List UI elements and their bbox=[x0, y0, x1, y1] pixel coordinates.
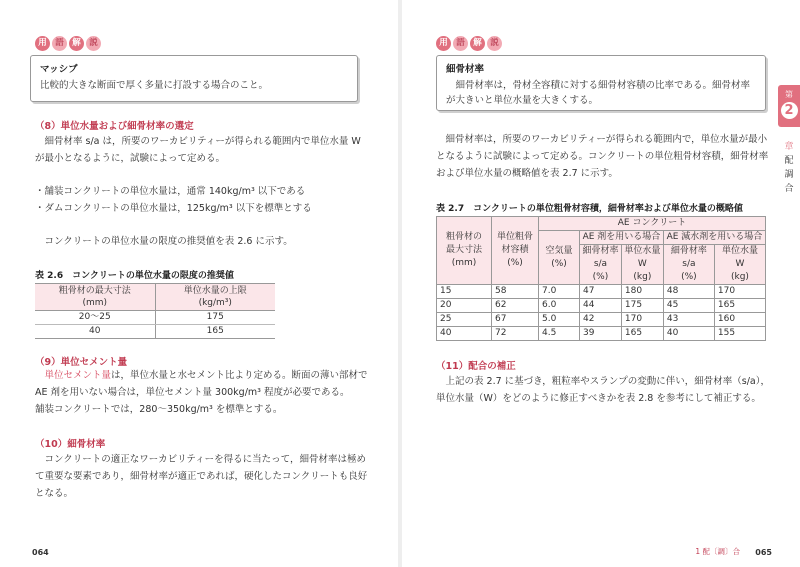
header-text: W bbox=[637, 259, 647, 269]
table-row bbox=[35, 311, 275, 325]
text-line: 上記の表 2.7 に基づき，粗粒率やスランプの変動に伴い，細骨材率（s/a）， bbox=[436, 376, 770, 387]
term-box-fine-aggregate-ratio bbox=[436, 55, 766, 111]
header-unit: (mm) bbox=[82, 298, 108, 308]
header-text: 単位粗骨 bbox=[496, 232, 533, 242]
table-row bbox=[437, 285, 766, 299]
header-text: W bbox=[735, 259, 745, 269]
table-cell: 40 bbox=[663, 327, 714, 341]
tag-char: 用 bbox=[436, 36, 451, 51]
table-cell: 165 bbox=[714, 299, 765, 313]
highlight-term: 単位セメント量 bbox=[44, 370, 112, 381]
table-row bbox=[437, 313, 766, 327]
header-text: (mm) bbox=[451, 258, 477, 268]
table-2-6-caption: 表 2.6 コンクリートの単位水量の限度の推奨値 bbox=[35, 271, 234, 281]
header-text: (%) bbox=[507, 258, 523, 268]
tag-char: 用 bbox=[35, 36, 50, 51]
header-text: s/a bbox=[682, 259, 696, 269]
term-box-massive bbox=[30, 55, 358, 102]
table-cell: 25 bbox=[437, 313, 492, 327]
table-cell: 39 bbox=[580, 327, 622, 341]
text-line: となるように試験によって定める。コンクリートの単位粗骨材容積，細骨材率 bbox=[436, 151, 769, 162]
term-definition bbox=[446, 78, 756, 108]
chapter-side-tab bbox=[778, 85, 800, 127]
header-text: 空気量 bbox=[545, 245, 573, 256]
header-text: (%) bbox=[681, 272, 697, 282]
text-line: 舗装コンクリートでは，280〜350kg/m³ を標準とする。 bbox=[35, 404, 283, 415]
table-header-cell bbox=[539, 231, 580, 285]
table-header-cell bbox=[155, 284, 275, 311]
table-row bbox=[437, 327, 766, 341]
table-header-cell bbox=[580, 245, 622, 285]
tag-char: 説 bbox=[86, 36, 101, 51]
glossary-tag bbox=[436, 36, 502, 51]
section-9-paragraph bbox=[35, 367, 380, 418]
header-text: 細骨材率 bbox=[582, 246, 619, 256]
page-number-left: 064 bbox=[32, 548, 49, 557]
text-line: 細骨材率は，骨材全容積に対する細骨材容積の比率である。細骨材率 bbox=[446, 80, 751, 91]
header-text: 単位水量 bbox=[624, 246, 661, 256]
chapter-side-title bbox=[781, 140, 797, 196]
table-header-cell: AE コンクリート bbox=[539, 217, 766, 231]
table-cell: 48 bbox=[663, 285, 714, 299]
table-cell: 165 bbox=[621, 327, 663, 341]
table-cell: 175 bbox=[621, 299, 663, 313]
chapter-number: 2 bbox=[781, 102, 798, 119]
table-cell: 44 bbox=[580, 299, 622, 313]
table-2-7 bbox=[436, 216, 766, 341]
table-cell: 72 bbox=[492, 327, 539, 341]
table-cell: 20〜25 bbox=[35, 311, 155, 325]
table-cell: 4.5 bbox=[539, 327, 580, 341]
table-cell: 42 bbox=[580, 313, 622, 327]
table-cell: 20 bbox=[437, 299, 492, 313]
section-8-heading: （8）単位水量および細骨材率の選定 bbox=[35, 121, 194, 132]
text-line: 単位水量（W）をどのように修正すべきかを表 2.8 を参考にして補正する。 bbox=[436, 393, 761, 404]
table-cell: 47 bbox=[580, 285, 622, 299]
table-cell: 170 bbox=[714, 285, 765, 299]
term-definition: 比較的大きな断面で厚く多量に打設する場合のこと。 bbox=[40, 80, 269, 91]
table-row bbox=[437, 299, 766, 313]
table-cell: 175 bbox=[155, 311, 275, 325]
side-char: 章 bbox=[784, 142, 794, 152]
header-text: 粗骨材の bbox=[445, 232, 482, 242]
section-8-bullets bbox=[35, 183, 380, 217]
bullet-item: ・舗装コンクリートの単位水量は，通常 140kg/m³ 以下である bbox=[35, 186, 306, 197]
text-line: が最小となるように，試験によって定める。 bbox=[35, 153, 226, 164]
table-cell: 5.0 bbox=[539, 313, 580, 327]
table-cell: 6.0 bbox=[539, 299, 580, 313]
table-cell: 40 bbox=[437, 327, 492, 341]
page-number-right: 065 bbox=[755, 548, 772, 557]
header-text: 粗骨材の最大寸法 bbox=[58, 286, 131, 296]
text-line: 細骨材率は，所要のワーカビリティーが得られる範囲内で，単位水量が最小 bbox=[436, 134, 768, 145]
side-char: 合 bbox=[784, 184, 794, 194]
text-line: て重要な要素であり，細骨材率が適正であれば，硬化したコンクリートも良好 bbox=[35, 471, 368, 482]
header-text: 単位水量の上限 bbox=[183, 286, 247, 296]
table-header-cell bbox=[663, 245, 714, 285]
header-text: 単位水量 bbox=[721, 246, 758, 256]
table-header-cell: AE 剤を用いる場合 bbox=[580, 231, 664, 245]
text-line: および単位水量の概略値を表 2.7 に示す。 bbox=[436, 168, 618, 179]
side-char: 配 bbox=[784, 156, 794, 166]
term-title: 細骨材率 bbox=[446, 64, 485, 75]
table-2-7-caption: 表 2.7 コンクリートの単位粗骨材容積，細骨材率および単位水量の概略値 bbox=[436, 204, 743, 214]
intro-paragraph bbox=[436, 131, 776, 182]
header-text: (%) bbox=[592, 272, 609, 282]
table-cell: 45 bbox=[663, 299, 714, 313]
table-cell: 15 bbox=[437, 285, 492, 299]
table-header-cell bbox=[492, 217, 539, 285]
text-line: コンクリートの適正なワーカビリティーを得るに当たって，細骨材率は極め bbox=[35, 454, 366, 465]
text-line: AE 剤を用いない場合は，単位セメント量 300kg/m³ 程度が必要である。 bbox=[35, 387, 350, 398]
table-cell: 40 bbox=[89, 326, 101, 336]
side-char: 調 bbox=[784, 170, 794, 180]
table-cell: 165 bbox=[155, 325, 275, 339]
term-title: マッシブ bbox=[40, 64, 78, 75]
bullet-item: ・ダムコンクリートの単位水量は，125kg/m³ 以下を標準とする bbox=[35, 203, 312, 214]
table-header-cell bbox=[714, 245, 765, 285]
table-cell: 58 bbox=[492, 285, 539, 299]
section-8-note: コンクリートの単位水量の限度の推奨値を表 2.6 に示す。 bbox=[35, 236, 293, 247]
glossary-tag bbox=[35, 36, 101, 51]
header-unit: (kg/m³) bbox=[198, 298, 232, 308]
section-11-paragraph bbox=[436, 373, 781, 407]
section-8-paragraph bbox=[35, 133, 380, 167]
header-text: (kg) bbox=[730, 272, 749, 282]
table-cell: 180 bbox=[621, 285, 663, 299]
header-text: (kg) bbox=[633, 272, 652, 282]
table-cell: 7.0 bbox=[539, 285, 580, 299]
table-cell: 155 bbox=[714, 327, 765, 341]
header-text: 細骨材率 bbox=[670, 246, 707, 256]
section-10-heading: （10）細骨材率 bbox=[35, 439, 106, 450]
header-text: (%) bbox=[551, 258, 567, 269]
section-9-heading: （9）単位セメント量 bbox=[35, 357, 128, 368]
table-cell: 67 bbox=[492, 313, 539, 327]
header-text: 最大寸法 bbox=[445, 245, 482, 255]
table-row bbox=[35, 325, 275, 339]
table-header-cell: AE 減水剤を用いる場合 bbox=[663, 231, 765, 245]
table-header-cell bbox=[621, 245, 663, 285]
table-cell: 43 bbox=[663, 313, 714, 327]
table-2-6 bbox=[35, 283, 275, 339]
text-line: となる。 bbox=[35, 488, 74, 499]
table-header-cell bbox=[437, 217, 492, 285]
tag-char: 説 bbox=[487, 36, 502, 51]
chapter-label: 第 bbox=[785, 90, 793, 99]
table-cell: 62 bbox=[492, 299, 539, 313]
tag-char: 解 bbox=[470, 36, 485, 51]
section-10-paragraph bbox=[35, 451, 380, 502]
table-header-cell bbox=[35, 284, 155, 311]
header-text: 材容積 bbox=[501, 245, 529, 255]
tag-char: 語 bbox=[52, 36, 67, 51]
text-span: は，単位水量と水セメント比より定める。断面の薄い部材で bbox=[111, 370, 368, 381]
tag-char: 解 bbox=[69, 36, 84, 51]
section-11-heading: （11）配合の補正 bbox=[436, 361, 516, 372]
tag-char: 語 bbox=[453, 36, 468, 51]
text-line bbox=[35, 367, 380, 384]
running-footer: 1 配〔調〕合 bbox=[695, 547, 740, 556]
right-page bbox=[400, 0, 800, 567]
table-cell: 160 bbox=[714, 313, 765, 327]
header-text: s/a bbox=[593, 259, 608, 269]
text-line: が大きいと単位水量を大きくする。 bbox=[446, 95, 599, 106]
text-line: 細骨材率 s/a は，所要のワーカビリティーが得られる範囲内で単位水量 W bbox=[35, 136, 361, 147]
table-cell: 170 bbox=[621, 313, 663, 327]
